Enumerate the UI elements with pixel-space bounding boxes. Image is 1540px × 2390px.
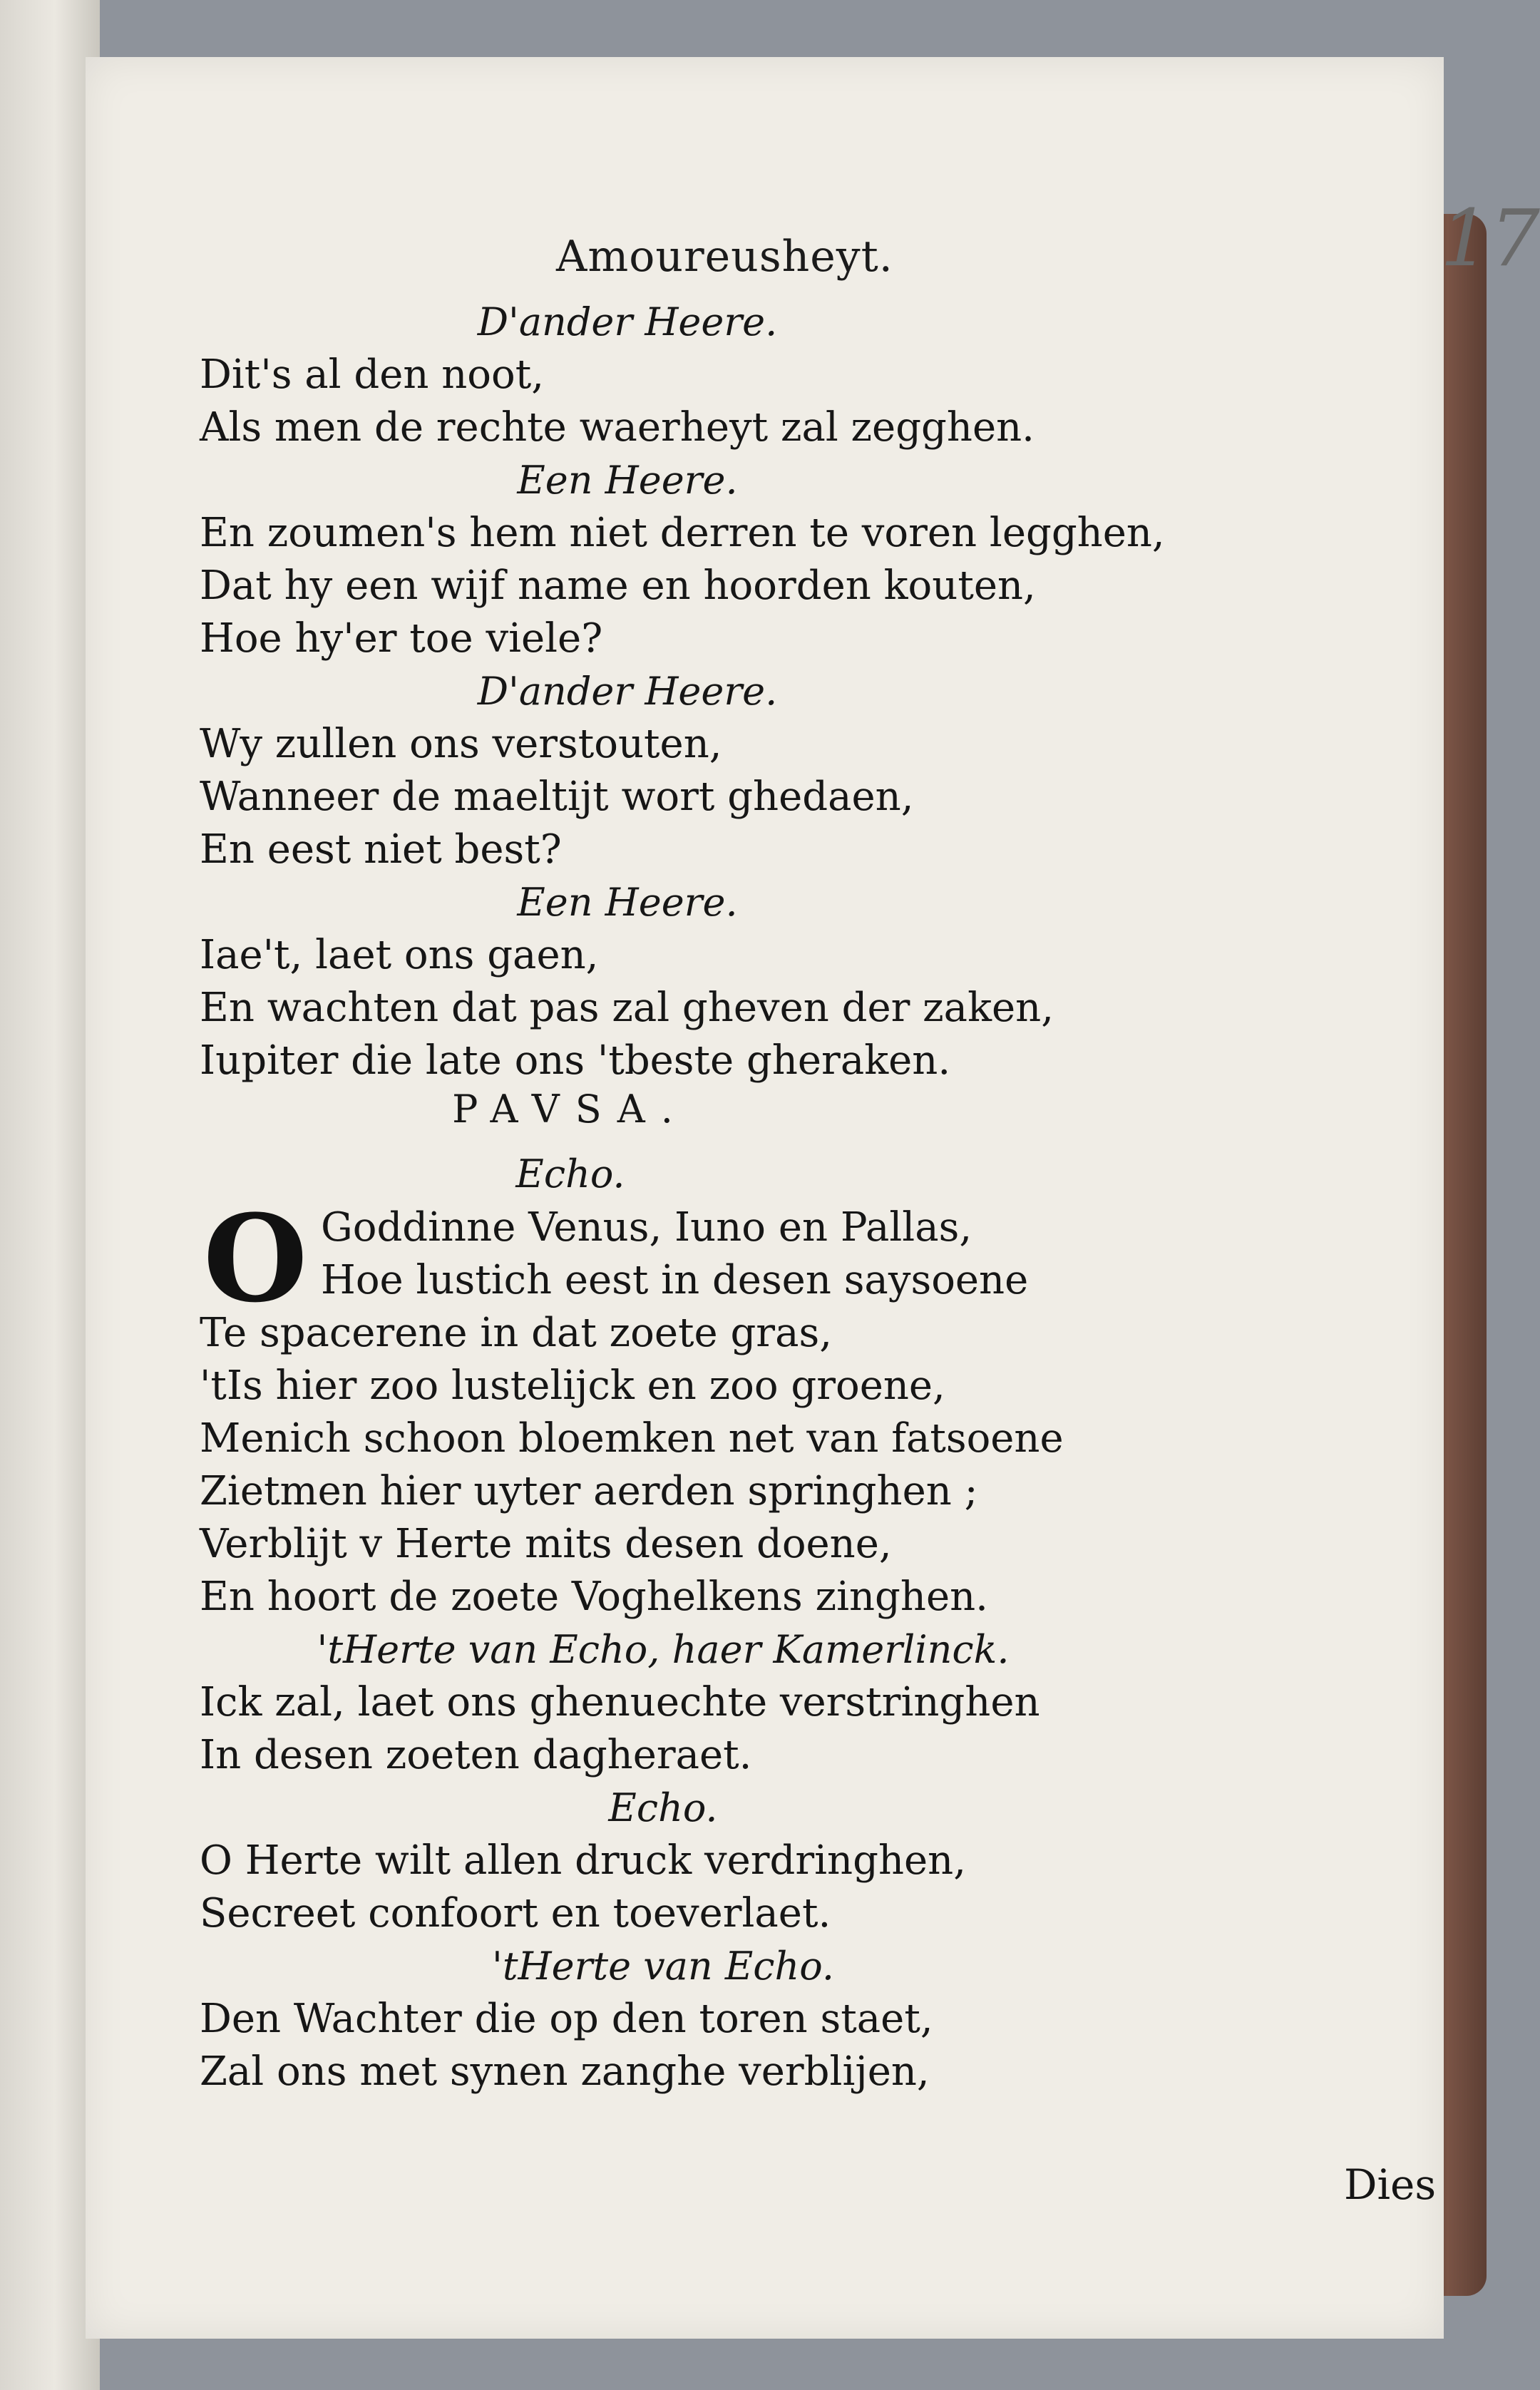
catchword: Dies bbox=[1344, 2160, 1437, 2209]
drop-cap-lines bbox=[321, 1201, 1028, 1307]
speaker-label: Een Heere. bbox=[517, 458, 738, 503]
verse-line: Wy zullen ons verstouten, bbox=[200, 721, 722, 767]
verse-line: Zietmen hier uyter aerden springhen ; bbox=[200, 1468, 978, 1514]
verse-line: Menich schoon bloemken net van fatsoene bbox=[200, 1415, 1064, 1462]
verse-line: En eest niet best? bbox=[200, 826, 562, 873]
text-block-dialogue bbox=[200, 296, 1165, 1087]
verse-line: O Herte wilt allen druck verdringhen, bbox=[200, 1837, 967, 1884]
verse-line: In desen zoeten dagheraet. bbox=[200, 1732, 752, 1778]
verse-line: Te spacerene in dat zoete gras, bbox=[200, 1310, 833, 1356]
verse-line: Goddinne Venus, Iuno en Pallas, bbox=[321, 1204, 972, 1251]
verse-line: Iupiter die late ons 'tbeste gheraken. bbox=[200, 1037, 951, 1084]
verse-line: Iae't, laet ons gaen, bbox=[200, 932, 599, 978]
speaker-label: Een Heere. bbox=[517, 880, 738, 925]
verse-line: En hoort de zoete Voghelkens zinghen. bbox=[200, 1574, 988, 1620]
verse-line: Dit's al den noot, bbox=[200, 352, 544, 398]
verse-line: Hoe lustich eest in desen saysoene bbox=[321, 1257, 1029, 1303]
running-head: Amoureusheyt. bbox=[556, 232, 893, 282]
book-page bbox=[86, 57, 1540, 2339]
verse-line: Verblijt v Herte mits desen doene, bbox=[200, 1521, 892, 1567]
verse-line: Dat hy een wijf name en hoorden kouten, bbox=[200, 563, 1036, 609]
verse-line: En zoumen's hem niet derren te voren legghen, bbox=[200, 510, 1165, 556]
left-page-edge bbox=[0, 0, 100, 2390]
section-heading: PAVSA. bbox=[452, 1087, 689, 1132]
verse-line: 'tIs hier zoo lustelijck en zoo groene, bbox=[200, 1363, 945, 1409]
verse-line: En wachten dat pas zal gheven der zaken, bbox=[200, 985, 1054, 1031]
text-block-echo bbox=[200, 1307, 1126, 2098]
verse-line: Secreet confoort en toeverlaet. bbox=[200, 1890, 831, 1937]
verse-line: Zal ons met synen zanghe verblijen, bbox=[200, 2048, 930, 2095]
speaker-label: 'tHerte van Echo. bbox=[491, 1944, 835, 1989]
verse-line: Den Wachter die op den toren staet, bbox=[200, 1996, 933, 2042]
folio-number: 17 bbox=[1440, 193, 1540, 284]
verse-line: Hoe hy'er toe viele? bbox=[200, 615, 603, 662]
speaker-label-echo: Echo. bbox=[515, 1152, 625, 1196]
drop-cap: O bbox=[203, 1188, 308, 1329]
speaker-label: D'ander Heere. bbox=[477, 669, 778, 714]
speaker-label: D'ander Heere. bbox=[477, 299, 778, 344]
speaker-label: Echo. bbox=[608, 1785, 718, 1830]
verse-line: Wanneer de maeltijt wort ghedaen, bbox=[200, 774, 914, 820]
speaker-label: 'tHerte van Echo, haer Kamerlinck. bbox=[317, 1627, 1010, 1672]
verse-line: Als men de rechte waerheyt zal zegghen. bbox=[200, 404, 1035, 451]
verse-line: Ick zal, laet ons ghenuechte verstringhen bbox=[200, 1679, 1040, 1725]
